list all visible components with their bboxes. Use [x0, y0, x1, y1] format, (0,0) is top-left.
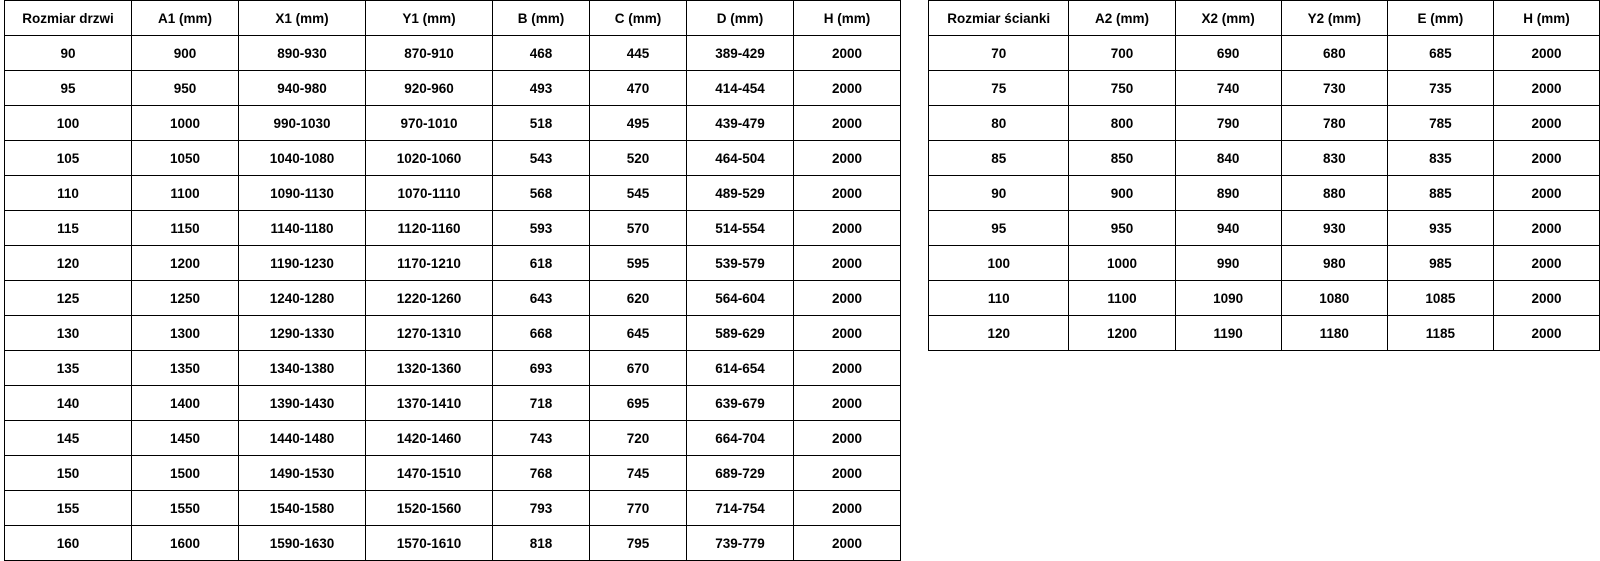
table-cell: 70: [929, 36, 1069, 71]
table-cell: 790: [1175, 106, 1281, 141]
table-cell: 2000: [794, 246, 901, 281]
table-cell: 940-980: [239, 71, 366, 106]
table-cell: 135: [5, 351, 132, 386]
table-cell: 830: [1281, 141, 1387, 176]
table-header-row: [929, 1, 1600, 36]
table-cell: 115: [5, 211, 132, 246]
table-cell: 745: [590, 456, 687, 491]
table-cell: 464-504: [687, 141, 794, 176]
table-header-row: [5, 1, 901, 36]
table-cell: 489-529: [687, 176, 794, 211]
table-cell: 95: [5, 71, 132, 106]
table-row: [929, 246, 1600, 281]
table-row: [5, 71, 901, 106]
doors-column-header: C (mm): [590, 1, 687, 36]
doors-dimensions-table: [4, 0, 901, 561]
table-cell: 1200: [132, 246, 239, 281]
table-cell: 439-479: [687, 106, 794, 141]
table-cell: 120: [929, 316, 1069, 351]
table-cell: 900: [132, 36, 239, 71]
table-cell: 689-729: [687, 456, 794, 491]
walls-column-header: H (mm): [1493, 1, 1599, 36]
table-cell: 1570-1610: [366, 526, 493, 561]
table-cell: 614-654: [687, 351, 794, 386]
doors-table-body: [5, 36, 901, 561]
table-cell: 1170-1210: [366, 246, 493, 281]
table-cell: 2000: [1493, 141, 1599, 176]
table-cell: 735: [1387, 71, 1493, 106]
table-cell: 700: [1069, 36, 1175, 71]
table-cell: 2000: [794, 211, 901, 246]
table-cell: 1370-1410: [366, 386, 493, 421]
doors-dimensions-table-container: [4, 0, 901, 561]
table-cell: 1080: [1281, 281, 1387, 316]
table-cell: 743: [493, 421, 590, 456]
table-cell: 750: [1069, 71, 1175, 106]
table-cell: 685: [1387, 36, 1493, 71]
walls-table-body: [929, 36, 1600, 351]
walls-column-header: A2 (mm): [1069, 1, 1175, 36]
table-cell: 990-1030: [239, 106, 366, 141]
table-cell: 495: [590, 106, 687, 141]
table-cell: 1290-1330: [239, 316, 366, 351]
table-cell: 880: [1281, 176, 1387, 211]
table-cell: 85: [929, 141, 1069, 176]
table-cell: 870-910: [366, 36, 493, 71]
table-row: [5, 386, 901, 421]
doors-column-header: Rozmiar drzwi: [5, 1, 132, 36]
table-cell: 140: [5, 386, 132, 421]
table-cell: 1150: [132, 211, 239, 246]
table-cell: 643: [493, 281, 590, 316]
table-cell: 1000: [132, 106, 239, 141]
table-cell: 890: [1175, 176, 1281, 211]
table-cell: 1140-1180: [239, 211, 366, 246]
table-cell: 80: [929, 106, 1069, 141]
table-cell: 714-754: [687, 491, 794, 526]
table-row: [929, 141, 1600, 176]
table-row: [5, 36, 901, 71]
table-cell: 2000: [794, 36, 901, 71]
table-cell: 1350: [132, 351, 239, 386]
walls-column-header: Y2 (mm): [1281, 1, 1387, 36]
table-cell: 618: [493, 246, 590, 281]
doors-column-header: A1 (mm): [132, 1, 239, 36]
table-cell: 2000: [794, 421, 901, 456]
table-cell: 2000: [1493, 246, 1599, 281]
table-cell: 670: [590, 351, 687, 386]
table-row: [5, 246, 901, 281]
table-cell: 835: [1387, 141, 1493, 176]
table-cell: 1500: [132, 456, 239, 491]
table-cell: 568: [493, 176, 590, 211]
table-cell: 2000: [794, 106, 901, 141]
table-row: [929, 281, 1600, 316]
table-cell: 1340-1380: [239, 351, 366, 386]
table-cell: 800: [1069, 106, 1175, 141]
table-cell: 1040-1080: [239, 141, 366, 176]
table-row: [929, 176, 1600, 211]
table-cell: 2000: [794, 281, 901, 316]
table-cell: 518: [493, 106, 590, 141]
table-cell: 1550: [132, 491, 239, 526]
table-cell: 110: [5, 176, 132, 211]
table-row: [929, 36, 1600, 71]
table-row: [5, 526, 901, 561]
table-cell: 1420-1460: [366, 421, 493, 456]
table-cell: 2000: [1493, 281, 1599, 316]
table-cell: 2000: [794, 176, 901, 211]
table-cell: 1450: [132, 421, 239, 456]
doors-column-header: Y1 (mm): [366, 1, 493, 36]
doors-column-header: B (mm): [493, 1, 590, 36]
table-cell: 639-679: [687, 386, 794, 421]
table-cell: 2000: [794, 491, 901, 526]
table-cell: 1180: [1281, 316, 1387, 351]
doors-table-header: [5, 1, 901, 36]
table-cell: 645: [590, 316, 687, 351]
table-cell: 564-604: [687, 281, 794, 316]
table-cell: 1090-1130: [239, 176, 366, 211]
table-cell: 720: [590, 421, 687, 456]
table-cell: 740: [1175, 71, 1281, 106]
table-cell: 668: [493, 316, 590, 351]
table-cell: 1020-1060: [366, 141, 493, 176]
table-cell: 885: [1387, 176, 1493, 211]
table-cell: 2000: [794, 351, 901, 386]
table-cell: 100: [5, 106, 132, 141]
table-cell: 120: [5, 246, 132, 281]
table-row: [5, 211, 901, 246]
table-cell: 470: [590, 71, 687, 106]
table-cell: 795: [590, 526, 687, 561]
table-cell: 1220-1260: [366, 281, 493, 316]
table-cell: 695: [590, 386, 687, 421]
table-row: [929, 71, 1600, 106]
table-cell: 1120-1160: [366, 211, 493, 246]
table-row: [5, 351, 901, 386]
walls-table-header: [929, 1, 1600, 36]
table-cell: 2000: [1493, 316, 1599, 351]
table-cell: 130: [5, 316, 132, 351]
table-cell: 105: [5, 141, 132, 176]
table-cell: 785: [1387, 106, 1493, 141]
table-cell: 160: [5, 526, 132, 561]
table-cell: 543: [493, 141, 590, 176]
table-cell: 1540-1580: [239, 491, 366, 526]
table-cell: 1470-1510: [366, 456, 493, 491]
table-cell: 414-454: [687, 71, 794, 106]
table-cell: 1400: [132, 386, 239, 421]
table-cell: 570: [590, 211, 687, 246]
table-cell: 1050: [132, 141, 239, 176]
table-cell: 980: [1281, 246, 1387, 281]
table-cell: 1270-1310: [366, 316, 493, 351]
table-cell: 1000: [1069, 246, 1175, 281]
table-cell: 1390-1430: [239, 386, 366, 421]
table-cell: 693: [493, 351, 590, 386]
table-cell: 145: [5, 421, 132, 456]
table-cell: 595: [590, 246, 687, 281]
table-cell: 1190: [1175, 316, 1281, 351]
table-cell: 95: [929, 211, 1069, 246]
table-row: [929, 211, 1600, 246]
walls-column-header: Rozmiar ścianki: [929, 1, 1069, 36]
table-cell: 970-1010: [366, 106, 493, 141]
table-cell: 2000: [794, 456, 901, 491]
table-cell: 985: [1387, 246, 1493, 281]
table-row: [5, 491, 901, 526]
table-cell: 1600: [132, 526, 239, 561]
doors-column-header: D (mm): [687, 1, 794, 36]
table-cell: 718: [493, 386, 590, 421]
table-cell: 900: [1069, 176, 1175, 211]
table-cell: 1440-1480: [239, 421, 366, 456]
table-cell: 818: [493, 526, 590, 561]
table-cell: 1090: [1175, 281, 1281, 316]
table-cell: 445: [590, 36, 687, 71]
table-cell: 1070-1110: [366, 176, 493, 211]
table-cell: 2000: [794, 141, 901, 176]
table-row: [929, 106, 1600, 141]
table-cell: 493: [493, 71, 590, 106]
doors-column-header: H (mm): [794, 1, 901, 36]
table-cell: 690: [1175, 36, 1281, 71]
walls-dimensions-table-container: [928, 0, 1600, 351]
table-cell: 90: [5, 36, 132, 71]
table-cell: 770: [590, 491, 687, 526]
table-cell: 593: [493, 211, 590, 246]
table-cell: 539-579: [687, 246, 794, 281]
table-cell: 793: [493, 491, 590, 526]
table-cell: 2000: [794, 386, 901, 421]
table-cell: 2000: [794, 526, 901, 561]
walls-column-header: E (mm): [1387, 1, 1493, 36]
table-row: [5, 456, 901, 491]
table-cell: 1185: [1387, 316, 1493, 351]
table-cell: 1200: [1069, 316, 1175, 351]
table-cell: 1520-1560: [366, 491, 493, 526]
table-cell: 920-960: [366, 71, 493, 106]
table-cell: 110: [929, 281, 1069, 316]
table-cell: 520: [590, 141, 687, 176]
table-cell: 1590-1630: [239, 526, 366, 561]
table-cell: 1190-1230: [239, 246, 366, 281]
table-cell: 730: [1281, 71, 1387, 106]
table-cell: 2000: [1493, 71, 1599, 106]
table-cell: 1085: [1387, 281, 1493, 316]
table-cell: 125: [5, 281, 132, 316]
table-cell: 850: [1069, 141, 1175, 176]
table-cell: 2000: [1493, 36, 1599, 71]
table-cell: 680: [1281, 36, 1387, 71]
table-row: [5, 281, 901, 316]
table-cell: 514-554: [687, 211, 794, 246]
walls-column-header: X2 (mm): [1175, 1, 1281, 36]
table-cell: 75: [929, 71, 1069, 106]
table-cell: 1320-1360: [366, 351, 493, 386]
table-cell: 2000: [1493, 176, 1599, 211]
table-cell: 890-930: [239, 36, 366, 71]
table-cell: 2000: [794, 71, 901, 106]
table-cell: 1240-1280: [239, 281, 366, 316]
table-cell: 468: [493, 36, 590, 71]
table-cell: 940: [1175, 211, 1281, 246]
table-cell: 2000: [1493, 106, 1599, 141]
table-cell: 1300: [132, 316, 239, 351]
table-cell: 620: [590, 281, 687, 316]
table-cell: 1250: [132, 281, 239, 316]
table-cell: 2000: [1493, 211, 1599, 246]
table-cell: 589-629: [687, 316, 794, 351]
table-cell: 90: [929, 176, 1069, 211]
table-cell: 990: [1175, 246, 1281, 281]
table-cell: 1100: [1069, 281, 1175, 316]
table-cell: 950: [132, 71, 239, 106]
table-row: [5, 106, 901, 141]
table-cell: 150: [5, 456, 132, 491]
table-cell: 664-704: [687, 421, 794, 456]
table-cell: 155: [5, 491, 132, 526]
table-cell: 545: [590, 176, 687, 211]
table-cell: 780: [1281, 106, 1387, 141]
table-row: [929, 316, 1600, 351]
table-cell: 739-779: [687, 526, 794, 561]
table-cell: 1490-1530: [239, 456, 366, 491]
table-cell: 950: [1069, 211, 1175, 246]
table-row: [5, 141, 901, 176]
walls-dimensions-table: [928, 0, 1600, 351]
doors-column-header: X1 (mm): [239, 1, 366, 36]
table-row: [5, 421, 901, 456]
table-cell: 768: [493, 456, 590, 491]
table-cell: 930: [1281, 211, 1387, 246]
table-cell: 389-429: [687, 36, 794, 71]
table-row: [5, 176, 901, 211]
table-cell: 935: [1387, 211, 1493, 246]
table-cell: 840: [1175, 141, 1281, 176]
table-row: [5, 316, 901, 351]
table-cell: 100: [929, 246, 1069, 281]
table-cell: 1100: [132, 176, 239, 211]
table-cell: 2000: [794, 316, 901, 351]
